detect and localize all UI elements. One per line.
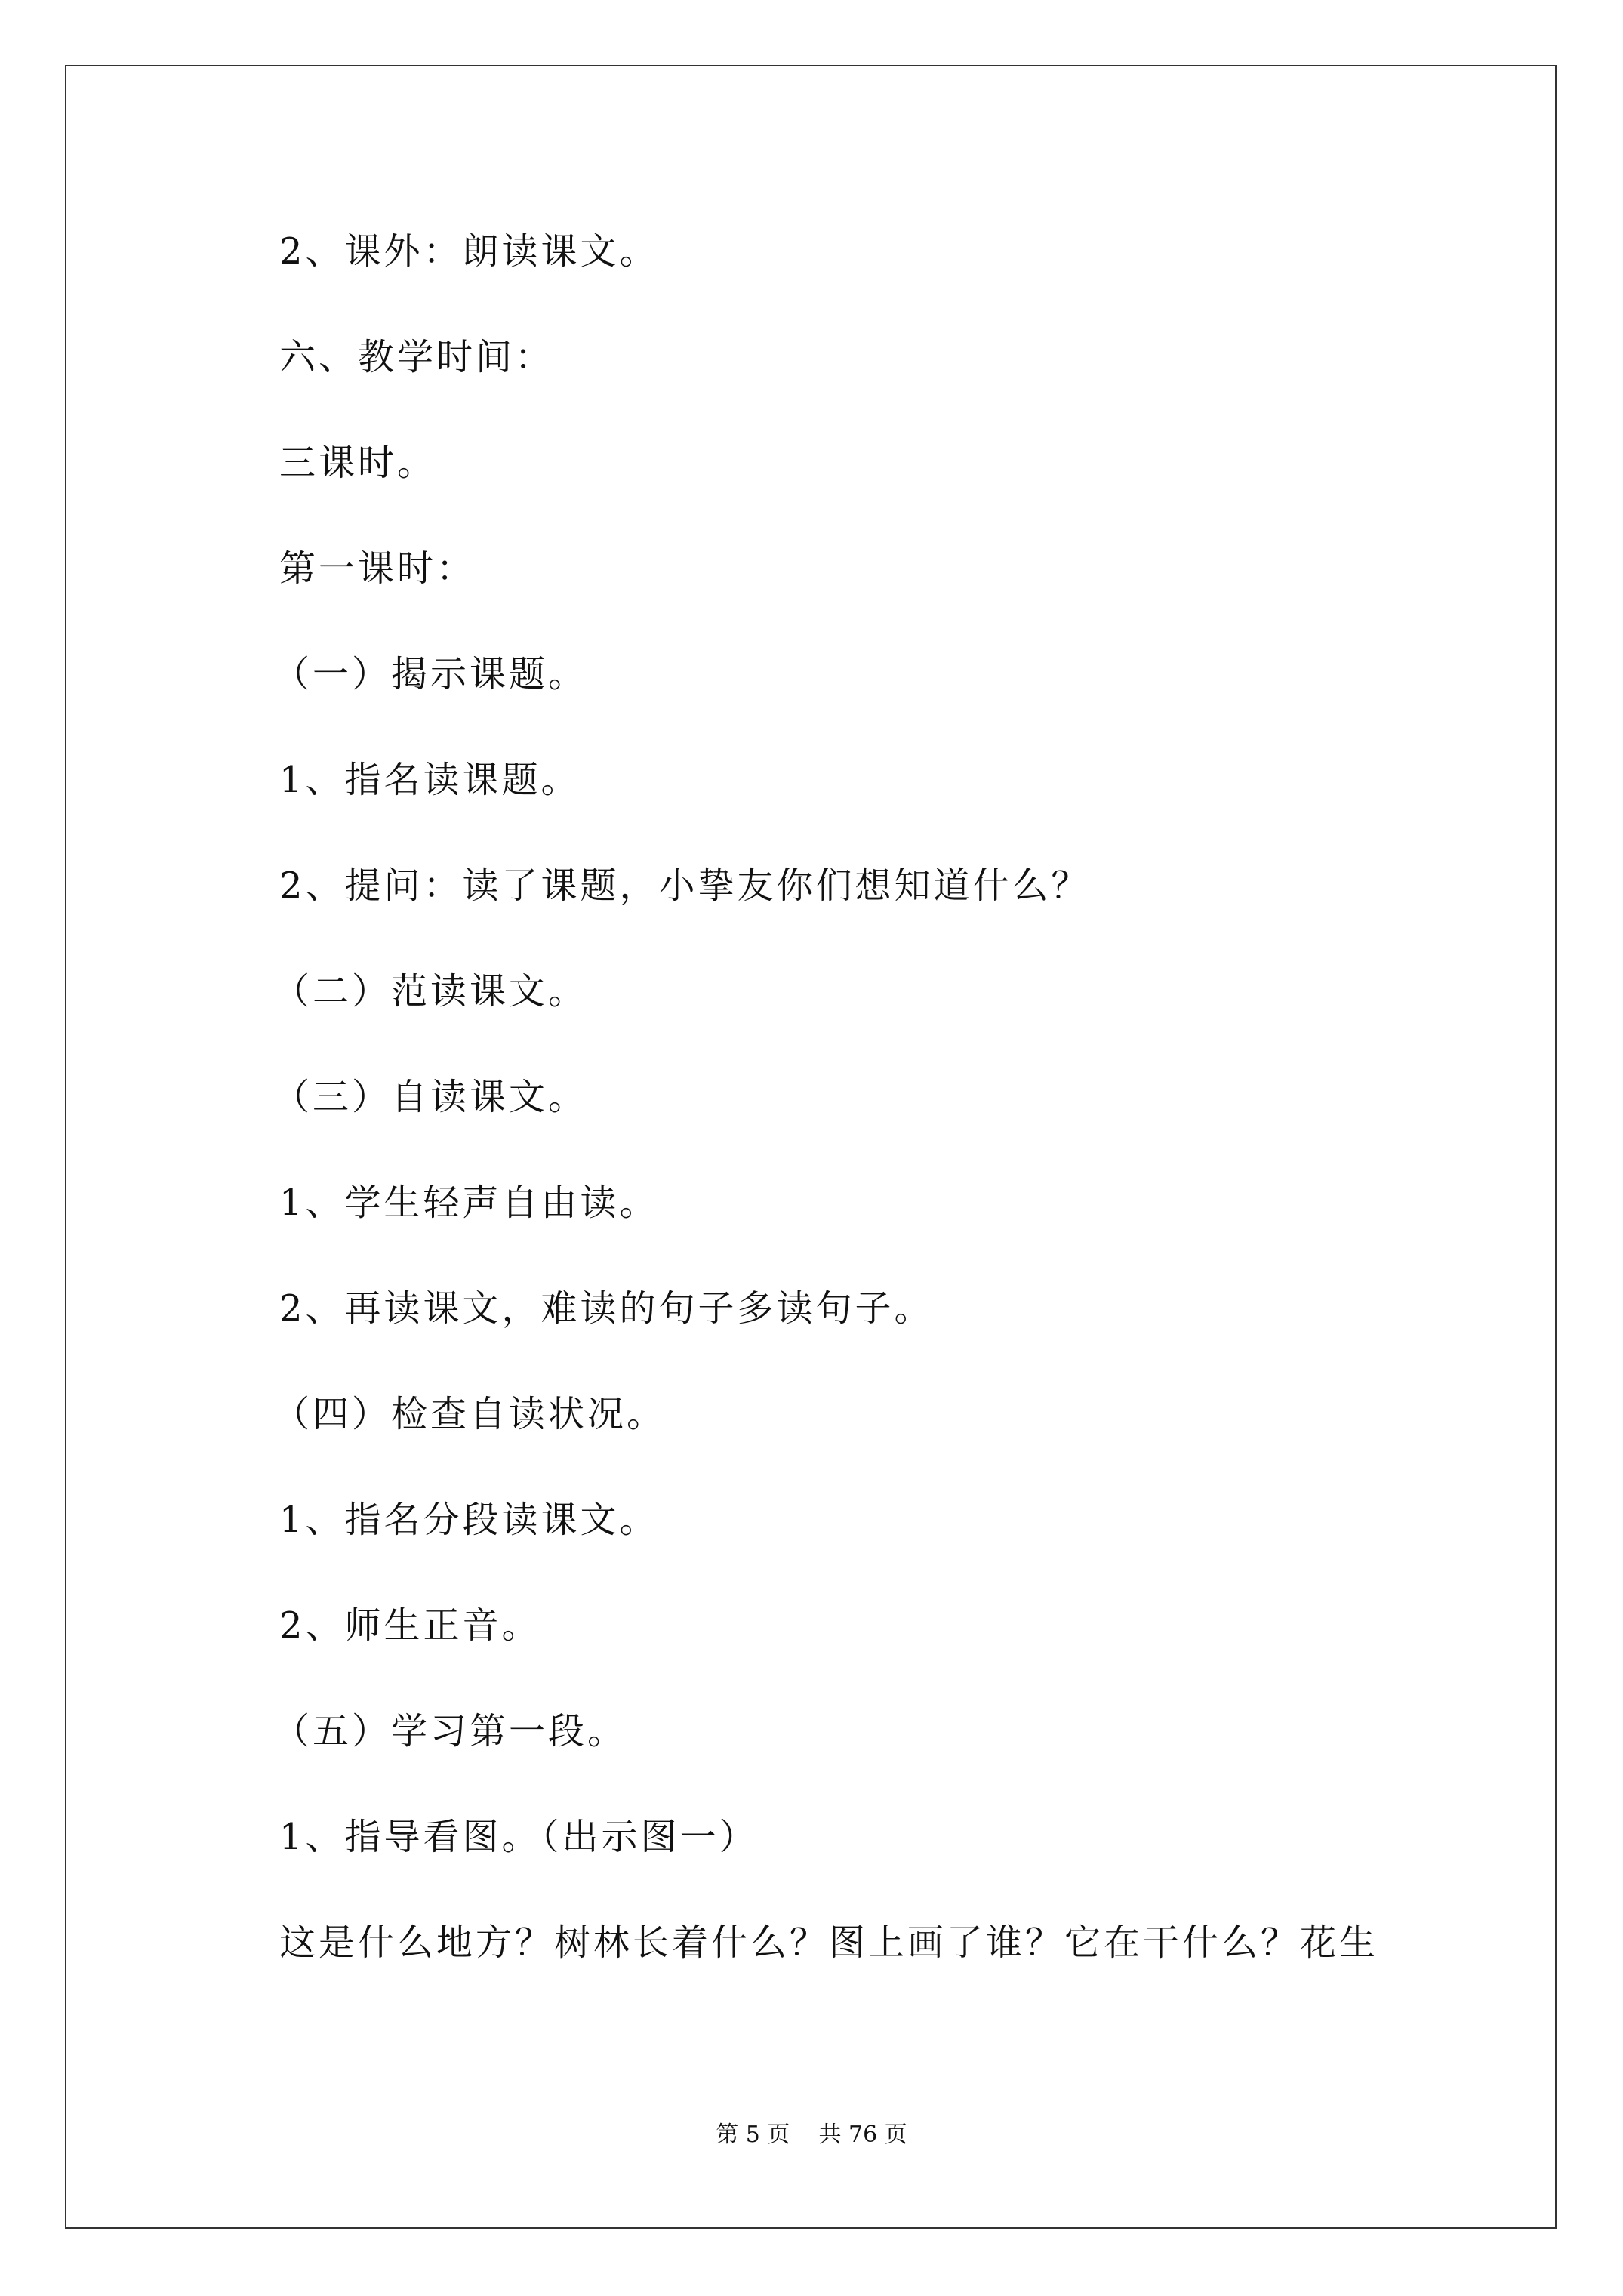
text-line: 1、指名分段读课文。 <box>279 1499 659 1541</box>
text-line: 2、再读课文，难读的句子多读句子。 <box>279 1287 934 1330</box>
section-heading: 六、教学时间： <box>279 336 555 378</box>
text-line: 1、指名读课题。 <box>279 759 581 801</box>
page-number: 第 5 页 共 76 页 <box>716 2122 907 2148</box>
text-line: 1、学生轻声自由读。 <box>279 1182 659 1224</box>
step-heading: （二）范读课文。 <box>273 970 588 1012</box>
text-line: 2、提问：读了课题，小挚友你们想知道什么？ <box>279 864 1091 907</box>
text-line: 这是什么地方？树林长着什么？图上画了谁？它在干什么？花生 <box>279 1922 1379 1964</box>
step-heading: （一）揭示课题。 <box>273 653 588 695</box>
text-line: 2、师生正音。 <box>279 1604 541 1647</box>
step-heading: （三）自读课文。 <box>273 1076 588 1118</box>
step-heading: （四）检查自读状况。 <box>273 1393 667 1435</box>
lesson-heading: 第一课时： <box>279 547 476 590</box>
step-heading: （五）学习第一段。 <box>273 1710 627 1752</box>
text-line: 三课时。 <box>279 442 437 484</box>
text-line: 2、课外：朗读课文。 <box>279 230 659 273</box>
text-line: 1、指导看图。（出示图一） <box>279 1816 759 1858</box>
